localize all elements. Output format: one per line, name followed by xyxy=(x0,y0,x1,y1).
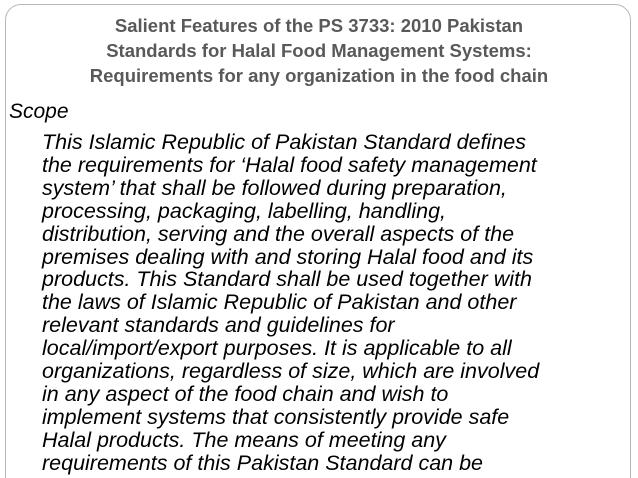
slide-title xyxy=(20,13,618,88)
body-line: in any aspect of the food chain and wish to xyxy=(42,381,449,406)
body-line: requirements of this Pakistan Standard can be xyxy=(42,450,484,475)
body-line: This Islamic Republic of Pakistan Standard defines xyxy=(42,130,526,154)
body-line: the requirements for ‘Halal food safety management xyxy=(42,152,537,177)
body-line: Halal products. The means of meeting any xyxy=(42,427,446,452)
scope-body xyxy=(42,131,638,475)
title-line-2: Standards for Halal Food Management Systems: xyxy=(106,40,532,61)
body-line: processing, packaging, labelling, handling, xyxy=(42,198,446,223)
body-line: premises dealing with and storing Halal food and its xyxy=(42,244,534,269)
body-line: distribution, serving and the overall aspects of the xyxy=(42,221,515,246)
body-line: relevant standards and guidelines for xyxy=(42,313,395,338)
body-line: products. This Standard shall be used together with xyxy=(42,267,533,292)
body-line: implement systems that consistently provide safe xyxy=(42,404,510,429)
scope-heading: Scope xyxy=(9,100,69,123)
body-line: local/import/export purposes. It is applicable to all xyxy=(42,336,512,361)
body-line: the laws of Islamic Republic of Pakistan and other xyxy=(42,290,517,315)
title-line-1: Salient Features of the PS 3733: 2010 Pakistan xyxy=(114,15,524,36)
title-line-3: Requirements for any organization in the food chain xyxy=(89,65,549,86)
body-line: organizations, regardless of size, which are involved xyxy=(42,359,540,384)
body-line: system’ that shall be followed during preparation, xyxy=(42,175,507,200)
